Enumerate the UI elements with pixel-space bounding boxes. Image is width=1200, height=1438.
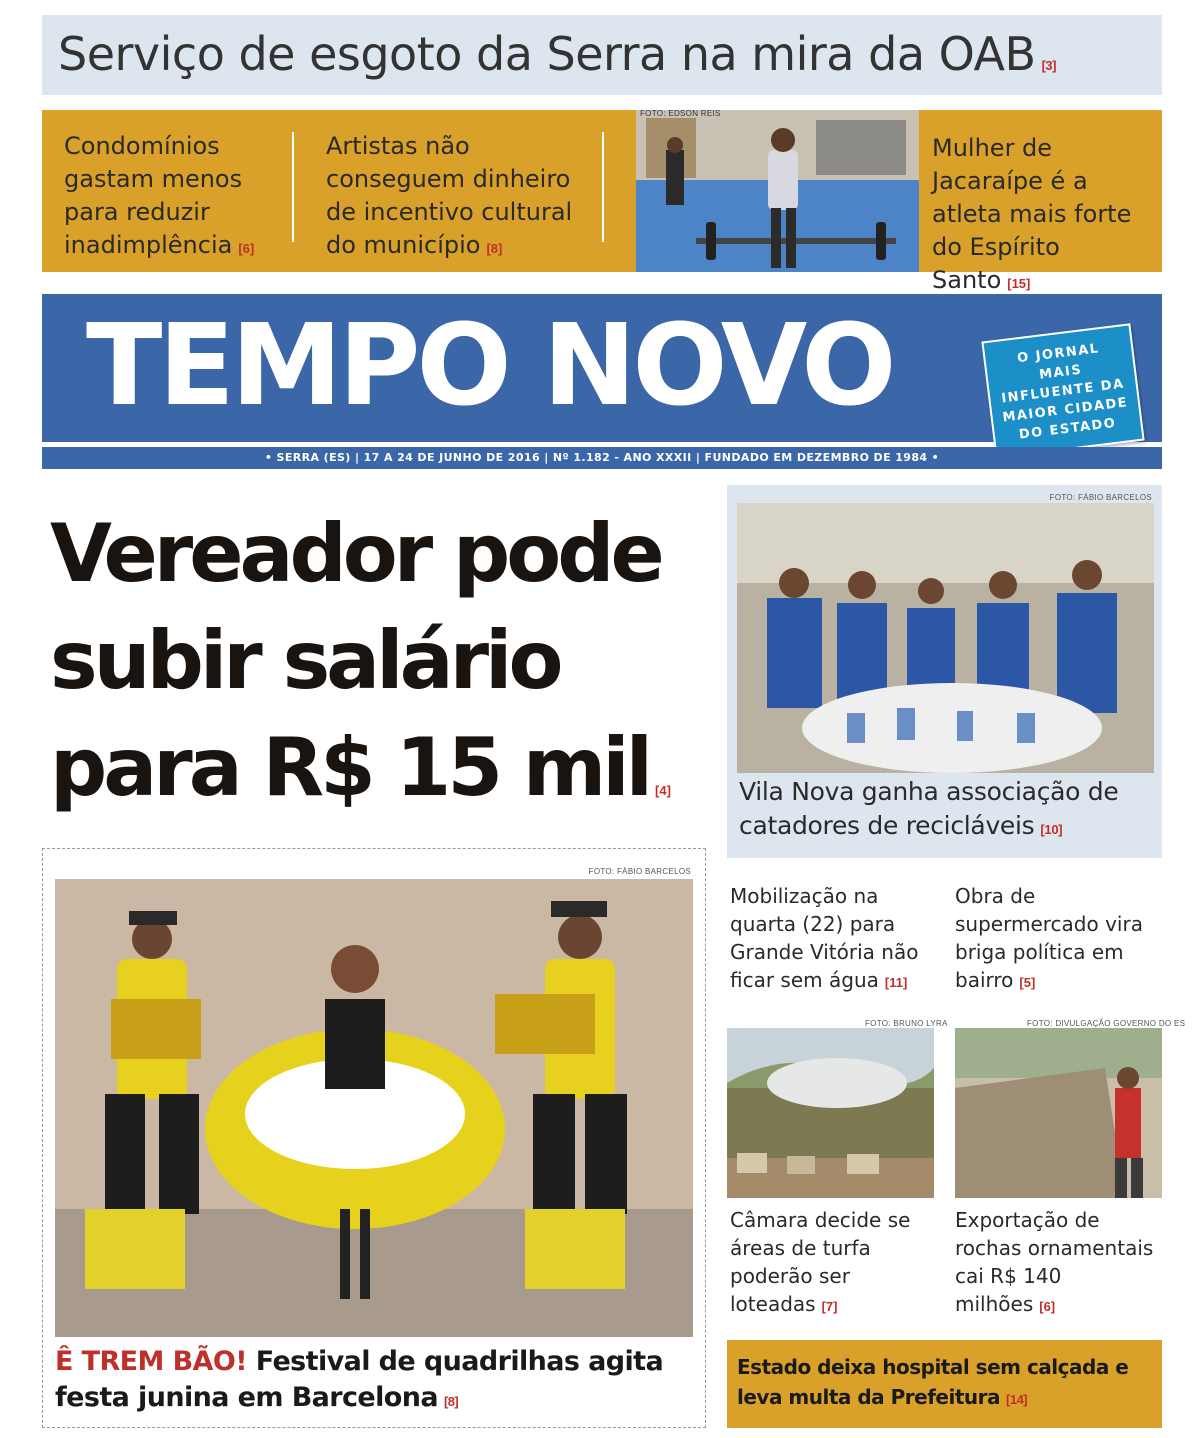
newspaper-title[interactable]: TEMPO NOVO <box>86 301 893 431</box>
turfa-photo-illustration <box>727 1028 934 1198</box>
page-reference: [8] <box>486 241 503 256</box>
festival-headline: Festival de quadrilhas agita festa junina em Barcelona <box>55 1346 664 1413</box>
photo-credit: FOTO: BRUNO LYRA <box>865 1019 948 1028</box>
festival-story[interactable] <box>42 848 706 1428</box>
page-reference: [14] <box>1006 1392 1028 1407</box>
festival-kicker: Ê TREM BÃO! <box>55 1346 247 1377</box>
photo-credit: FOTO: FÁBIO BARCELOS <box>588 867 691 876</box>
page-reference: [7] <box>821 1299 838 1314</box>
page-reference: [11] <box>884 975 908 990</box>
brief-mobilizacao[interactable]: Mobilização na quarta (22) para Grande Vitória não ficar sem água [11] <box>730 884 919 992</box>
festival-photo[interactable] <box>55 879 693 1337</box>
teaser-divider <box>602 132 604 242</box>
dateline-bar <box>42 447 1162 469</box>
brief-rochas[interactable]: Exportação de rochas ornamentais cai R$ 140 milhões [6] <box>955 1208 1154 1316</box>
teaser-atleta[interactable]: Mulher de Jacaraípe é a atleta mais forte do Espírito Santo [15] <box>932 134 1132 294</box>
athlete-photo-illustration <box>636 110 919 272</box>
top-banner[interactable] <box>42 15 1162 95</box>
teaser-divider <box>292 132 294 242</box>
photo-credit: FOTO: EDSON REIS <box>640 110 721 118</box>
teaser-condominios[interactable]: Condomínios gastam menos para reduzir inadimplência [6] <box>64 132 255 259</box>
recycle-caption: Vila Nova ganha associação de catadores de recicláveis [10] <box>739 777 1119 840</box>
rochas-photo-illustration <box>955 1028 1162 1198</box>
page-reference: [4] <box>655 783 671 798</box>
slogan-text: O JORNAL MAIS INFLUENTE DA MAIOR CIDADE DO ESTADO <box>1000 340 1129 443</box>
turfa-photo[interactable] <box>727 1028 934 1198</box>
brief-turfa[interactable]: Câmara decide se áreas de turfa poderão ser loteadas [7] <box>730 1208 911 1316</box>
photo-credit: FOTO: FÁBIO BARCELOS <box>1049 493 1152 502</box>
page-reference: [5] <box>1019 975 1036 990</box>
rochas-photo[interactable] <box>955 1028 1162 1198</box>
festival-caption <box>55 1344 695 1420</box>
slogan-badge <box>981 323 1144 458</box>
top-headline: Serviço de esgoto da Serra na mira da OAB [3] <box>58 27 1056 81</box>
page-reference: [8] <box>443 1394 459 1409</box>
recycle-photo[interactable] <box>737 503 1154 773</box>
festival-photo-illustration <box>55 879 693 1337</box>
page-reference: [10] <box>1040 822 1063 837</box>
bottom-headline: Estado deixa hospital sem calçada e leva multa da Prefeitura [14] <box>737 1355 1129 1409</box>
dateline: • SERRA (ES) | 17 A 24 DE JUNHO DE 2016 | Nº 1.182 - ANO XXXII | FUNDADO EM DEZEMBRO DE 1984 • <box>264 451 940 464</box>
recycle-story[interactable] <box>727 485 1162 858</box>
recycle-photo-illustration <box>737 503 1154 773</box>
brief-supermercado[interactable]: Obra de supermercado vira briga política em bairro [5] <box>955 884 1143 992</box>
bottom-story[interactable] <box>727 1340 1162 1428</box>
page-reference: [3] <box>1041 58 1056 73</box>
teaser-artistas[interactable]: Artistas não conseguem dinheiro de incentivo cultural do município [8] <box>326 132 573 259</box>
teaser-strip <box>42 110 1162 294</box>
photo-credit: FOTO: DIVULGAÇÃO GOVERNO DO ES <box>1027 1019 1186 1028</box>
page-reference: [15] <box>1007 276 1031 291</box>
athlete-photo[interactable] <box>636 110 919 272</box>
main-headline[interactable]: Vereador pode subir salário para R$ 15 mil [4] <box>50 507 671 814</box>
page-reference: [6] <box>1039 1299 1056 1314</box>
masthead <box>42 294 1162 442</box>
page-reference: [6] <box>238 241 255 256</box>
